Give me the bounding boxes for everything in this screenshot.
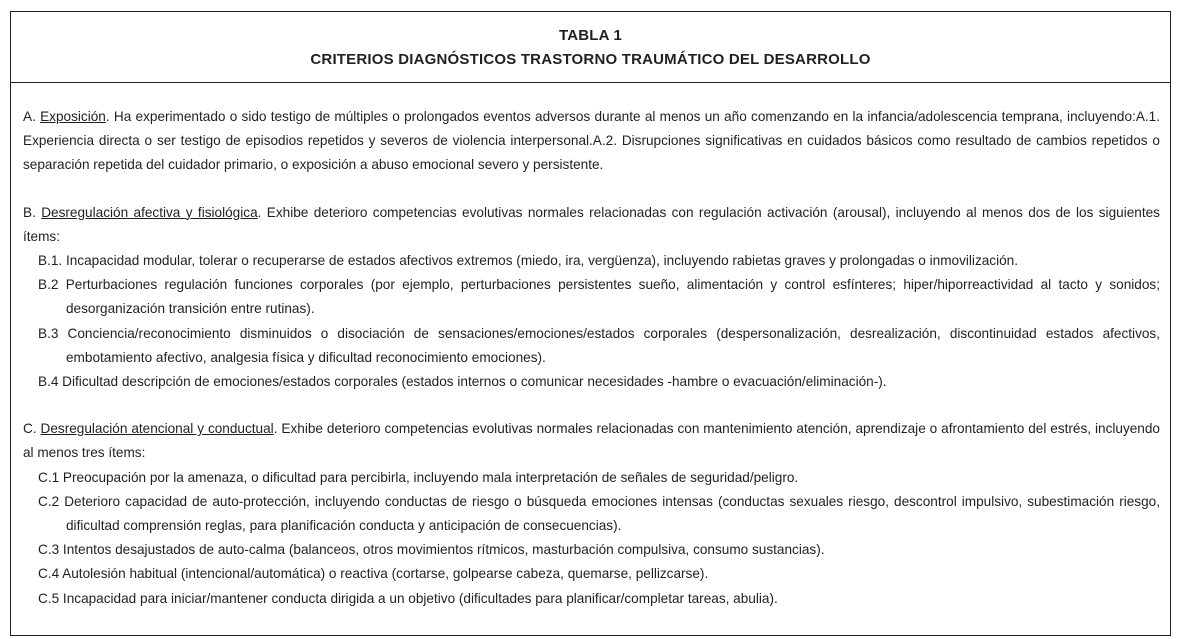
section-b-text: . Exhibe deterioro competencias evolutivas normales relacionadas con regulación activación (arousal), incluyendo al menos dos de los siguientes ítems:	[23, 204, 1160, 244]
section-a-paragraph	[23, 105, 1160, 178]
criterion-b2: B.2 Perturbaciones regulación funciones corporales (por ejemplo, perturbaciones persistentes sueño, alimentación y control esfínteres; hiper/hiporreactividad al tacto y sonidos; desorganización transición entre rutinas).	[38, 277, 1160, 317]
section-b-paragraph	[23, 201, 1160, 249]
section-c-text: . Exhibe deterioro competencias evolutivas normales relacionadas con mantenimiento atención, aprendizaje o afrontamiento del estrés, incluyendo al menos tres ítems:	[23, 421, 1160, 461]
section-c-heading: Desregulación atencional y conductual	[40, 421, 274, 437]
section-b-letter: B.	[23, 204, 36, 220]
criterion-c4: C.4 Autolesión habitual (intencional/automática) o reactiva (cortarse, golpearse cabeza, quemarse, pellizcarse).	[38, 566, 709, 582]
section-c-paragraph	[23, 417, 1160, 465]
section-a-heading: Exposición	[40, 109, 106, 124]
table-title: CRITERIOS DIAGNÓSTICOS TRASTORNO TRAUMÁTICO DEL DESARROLLO	[310, 51, 871, 68]
section-c-letter: C.	[23, 421, 37, 437]
criteria-table	[10, 11, 1171, 636]
section-b	[23, 201, 1160, 395]
section-a-letter: A.	[23, 109, 36, 124]
table-header	[11, 12, 1170, 83]
criterion-c1: C.1 Preocupación por la amenaza, o dificultad para percibirla, incluyendo mala interpretación de señales de seguridad/peligro.	[38, 469, 799, 485]
criterion-b4: B.4 Dificultad descripción de emociones/estados corporales (estados internos o comunicar necesidades -hambre o evacuación/eliminación-).	[38, 374, 887, 390]
section-c	[23, 417, 1160, 611]
table-body	[11, 83, 1170, 611]
section-a-text: . Ha experimentado o sido testigo de múltiples o prolongados eventos adversos durante al menos un año comenzando en la infancia/adolescencia temprana, incluyendo:A.1. Experiencia directa o ser testigo de episodios repetidos y severos de violencia interpersonal.A.2. Disrupciones significativas en cuidados básicos como resultado de cambios repetidos o separación repetida del cuidador primario, o exposición a abuso emocional severo y persistente.	[23, 109, 1160, 173]
section-b-heading: Desregulación afectiva y fisiológica	[41, 204, 258, 220]
table-number: TABLA 1	[558, 27, 623, 44]
criterion-b1: B.1. Incapacidad modular, tolerar o recuperarse de estados afectivos extremos (miedo, ira, vergüenza), incluyendo rabietas graves y prolongadas o inmovilización.	[38, 253, 1019, 269]
criterion-c5: C.5 Incapacidad para iniciar/mantener conducta dirigida a un objetivo (dificultades para planificar/completar tareas, abulia).	[38, 590, 778, 606]
section-a	[23, 105, 1160, 178]
criterion-b3: B.3 Conciencia/reconocimiento disminuidos o disociación de sensaciones/emociones/estados corporales (despersonalización, desrealización, discontinuidad estados afectivos, embotamiento afectivo, analgesia física y dificultad reconocimiento emociones).	[38, 325, 1160, 365]
criterion-c2: C.2 Deterioro capacidad de auto-protección, incluyendo conductas de riesgo o búsqueda emociones intensas (conductas sexuales riesgo, descontrol impulsivo, subestimación riesgo, dificultad comprensión reglas, para planificación conducta y anticipación de consecuencias).	[38, 493, 1160, 534]
criterion-c3: C.3 Intentos desajustados de auto-calma (balanceos, otros movimientos rítmicos, masturbación compulsiva, consumo sustancias).	[38, 542, 825, 558]
